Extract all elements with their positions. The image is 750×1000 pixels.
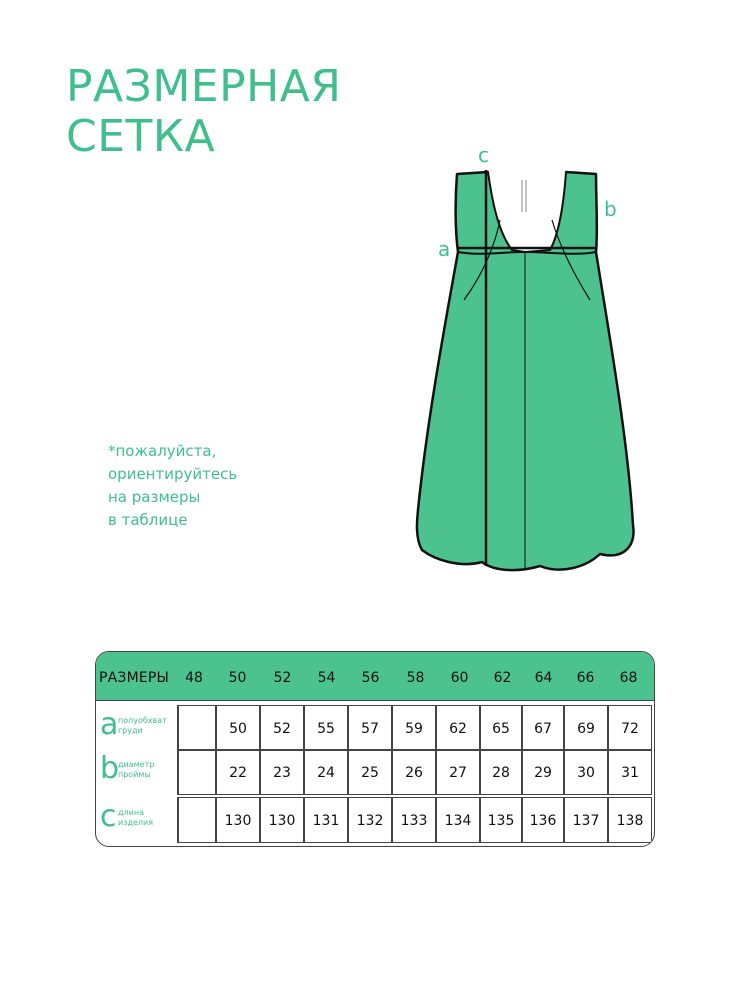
table-cell bbox=[178, 797, 216, 843]
table-cell: 132 bbox=[348, 797, 392, 843]
row-desc-line-1: длина bbox=[118, 808, 144, 817]
size-note bbox=[108, 440, 237, 532]
header-size: 54 bbox=[317, 670, 336, 686]
table-header bbox=[96, 652, 654, 701]
label-c: c bbox=[478, 143, 489, 167]
header-size: 62 bbox=[493, 670, 512, 686]
row-desc-line-2: груди bbox=[118, 726, 143, 735]
row-letter: a bbox=[100, 707, 119, 742]
table-cell: 133 bbox=[392, 797, 436, 843]
title-line-2: СЕТКА bbox=[66, 111, 216, 162]
dress-svg bbox=[400, 140, 660, 580]
row-desc-line-1: полуобхват bbox=[118, 716, 167, 725]
header-size: 64 bbox=[534, 670, 553, 686]
table-cell: 65 bbox=[480, 705, 522, 751]
table-cell bbox=[178, 705, 216, 751]
table-cell: 67 bbox=[522, 705, 564, 751]
table-cell: 136 bbox=[522, 797, 564, 843]
row-label bbox=[96, 797, 178, 843]
table-cell: 22 bbox=[216, 749, 260, 795]
table-cell: 131 bbox=[304, 797, 348, 843]
header-label: РАЗМЕРЫ bbox=[99, 670, 170, 686]
size-table bbox=[95, 651, 655, 847]
page-title bbox=[66, 62, 341, 162]
note-line-2: ориентируйтесь bbox=[108, 465, 238, 483]
title-line-1: РАЗМЕРНАЯ bbox=[66, 61, 342, 112]
note-line-4: в таблице bbox=[108, 511, 188, 529]
note-line-1: *пожалуйста, bbox=[108, 442, 217, 460]
header-size: 56 bbox=[361, 670, 380, 686]
row-desc-line-2: изделия bbox=[118, 818, 154, 827]
table-cell: 28 bbox=[480, 749, 522, 795]
row-letter: b bbox=[100, 751, 120, 786]
row-desc-line-1: диаметр bbox=[118, 760, 155, 769]
table-cell: 62 bbox=[436, 705, 480, 751]
table-cell: 52 bbox=[260, 705, 304, 751]
row-label bbox=[96, 749, 178, 795]
row-label bbox=[96, 705, 178, 751]
table-row bbox=[96, 705, 654, 751]
table-cell: 25 bbox=[348, 749, 392, 795]
table-cell: 55 bbox=[304, 705, 348, 751]
row-description bbox=[118, 760, 176, 780]
header-size: 68 bbox=[619, 670, 638, 686]
table-row bbox=[96, 797, 654, 843]
table-cell: 50 bbox=[216, 705, 260, 751]
row-desc-line-2: проймы bbox=[118, 770, 151, 779]
header-size: 52 bbox=[273, 670, 292, 686]
row-description bbox=[118, 808, 176, 828]
table-cell: 24 bbox=[304, 749, 348, 795]
table-cell: 27 bbox=[436, 749, 480, 795]
table-cell: 57 bbox=[348, 705, 392, 751]
table-cell: 130 bbox=[216, 797, 260, 843]
header-size: 48 bbox=[185, 670, 203, 686]
table-row bbox=[96, 749, 654, 795]
table-cell: 72 bbox=[608, 705, 652, 751]
table-cell: 59 bbox=[392, 705, 436, 751]
header-size: 60 bbox=[450, 670, 469, 686]
row-description bbox=[118, 716, 176, 736]
label-b: b bbox=[604, 197, 617, 221]
table-cell: 69 bbox=[564, 705, 608, 751]
table-cell: 31 bbox=[608, 749, 652, 795]
header-size: 50 bbox=[228, 670, 247, 686]
header-size: 66 bbox=[576, 670, 595, 686]
table-cell: 130 bbox=[260, 797, 304, 843]
header-size: 58 bbox=[406, 670, 425, 686]
table-cell bbox=[178, 749, 216, 795]
table-cell: 134 bbox=[436, 797, 480, 843]
table-cell: 138 bbox=[608, 797, 652, 843]
table-cell: 137 bbox=[564, 797, 608, 843]
dress-illustration bbox=[400, 140, 660, 580]
table-cell: 23 bbox=[260, 749, 304, 795]
table-cell: 26 bbox=[392, 749, 436, 795]
row-letter: c bbox=[100, 799, 117, 834]
note-line-3: на размеры bbox=[108, 488, 201, 506]
label-a: a bbox=[438, 237, 451, 261]
table-cell: 30 bbox=[564, 749, 608, 795]
table-cell: 135 bbox=[480, 797, 522, 843]
table-cell: 29 bbox=[522, 749, 564, 795]
